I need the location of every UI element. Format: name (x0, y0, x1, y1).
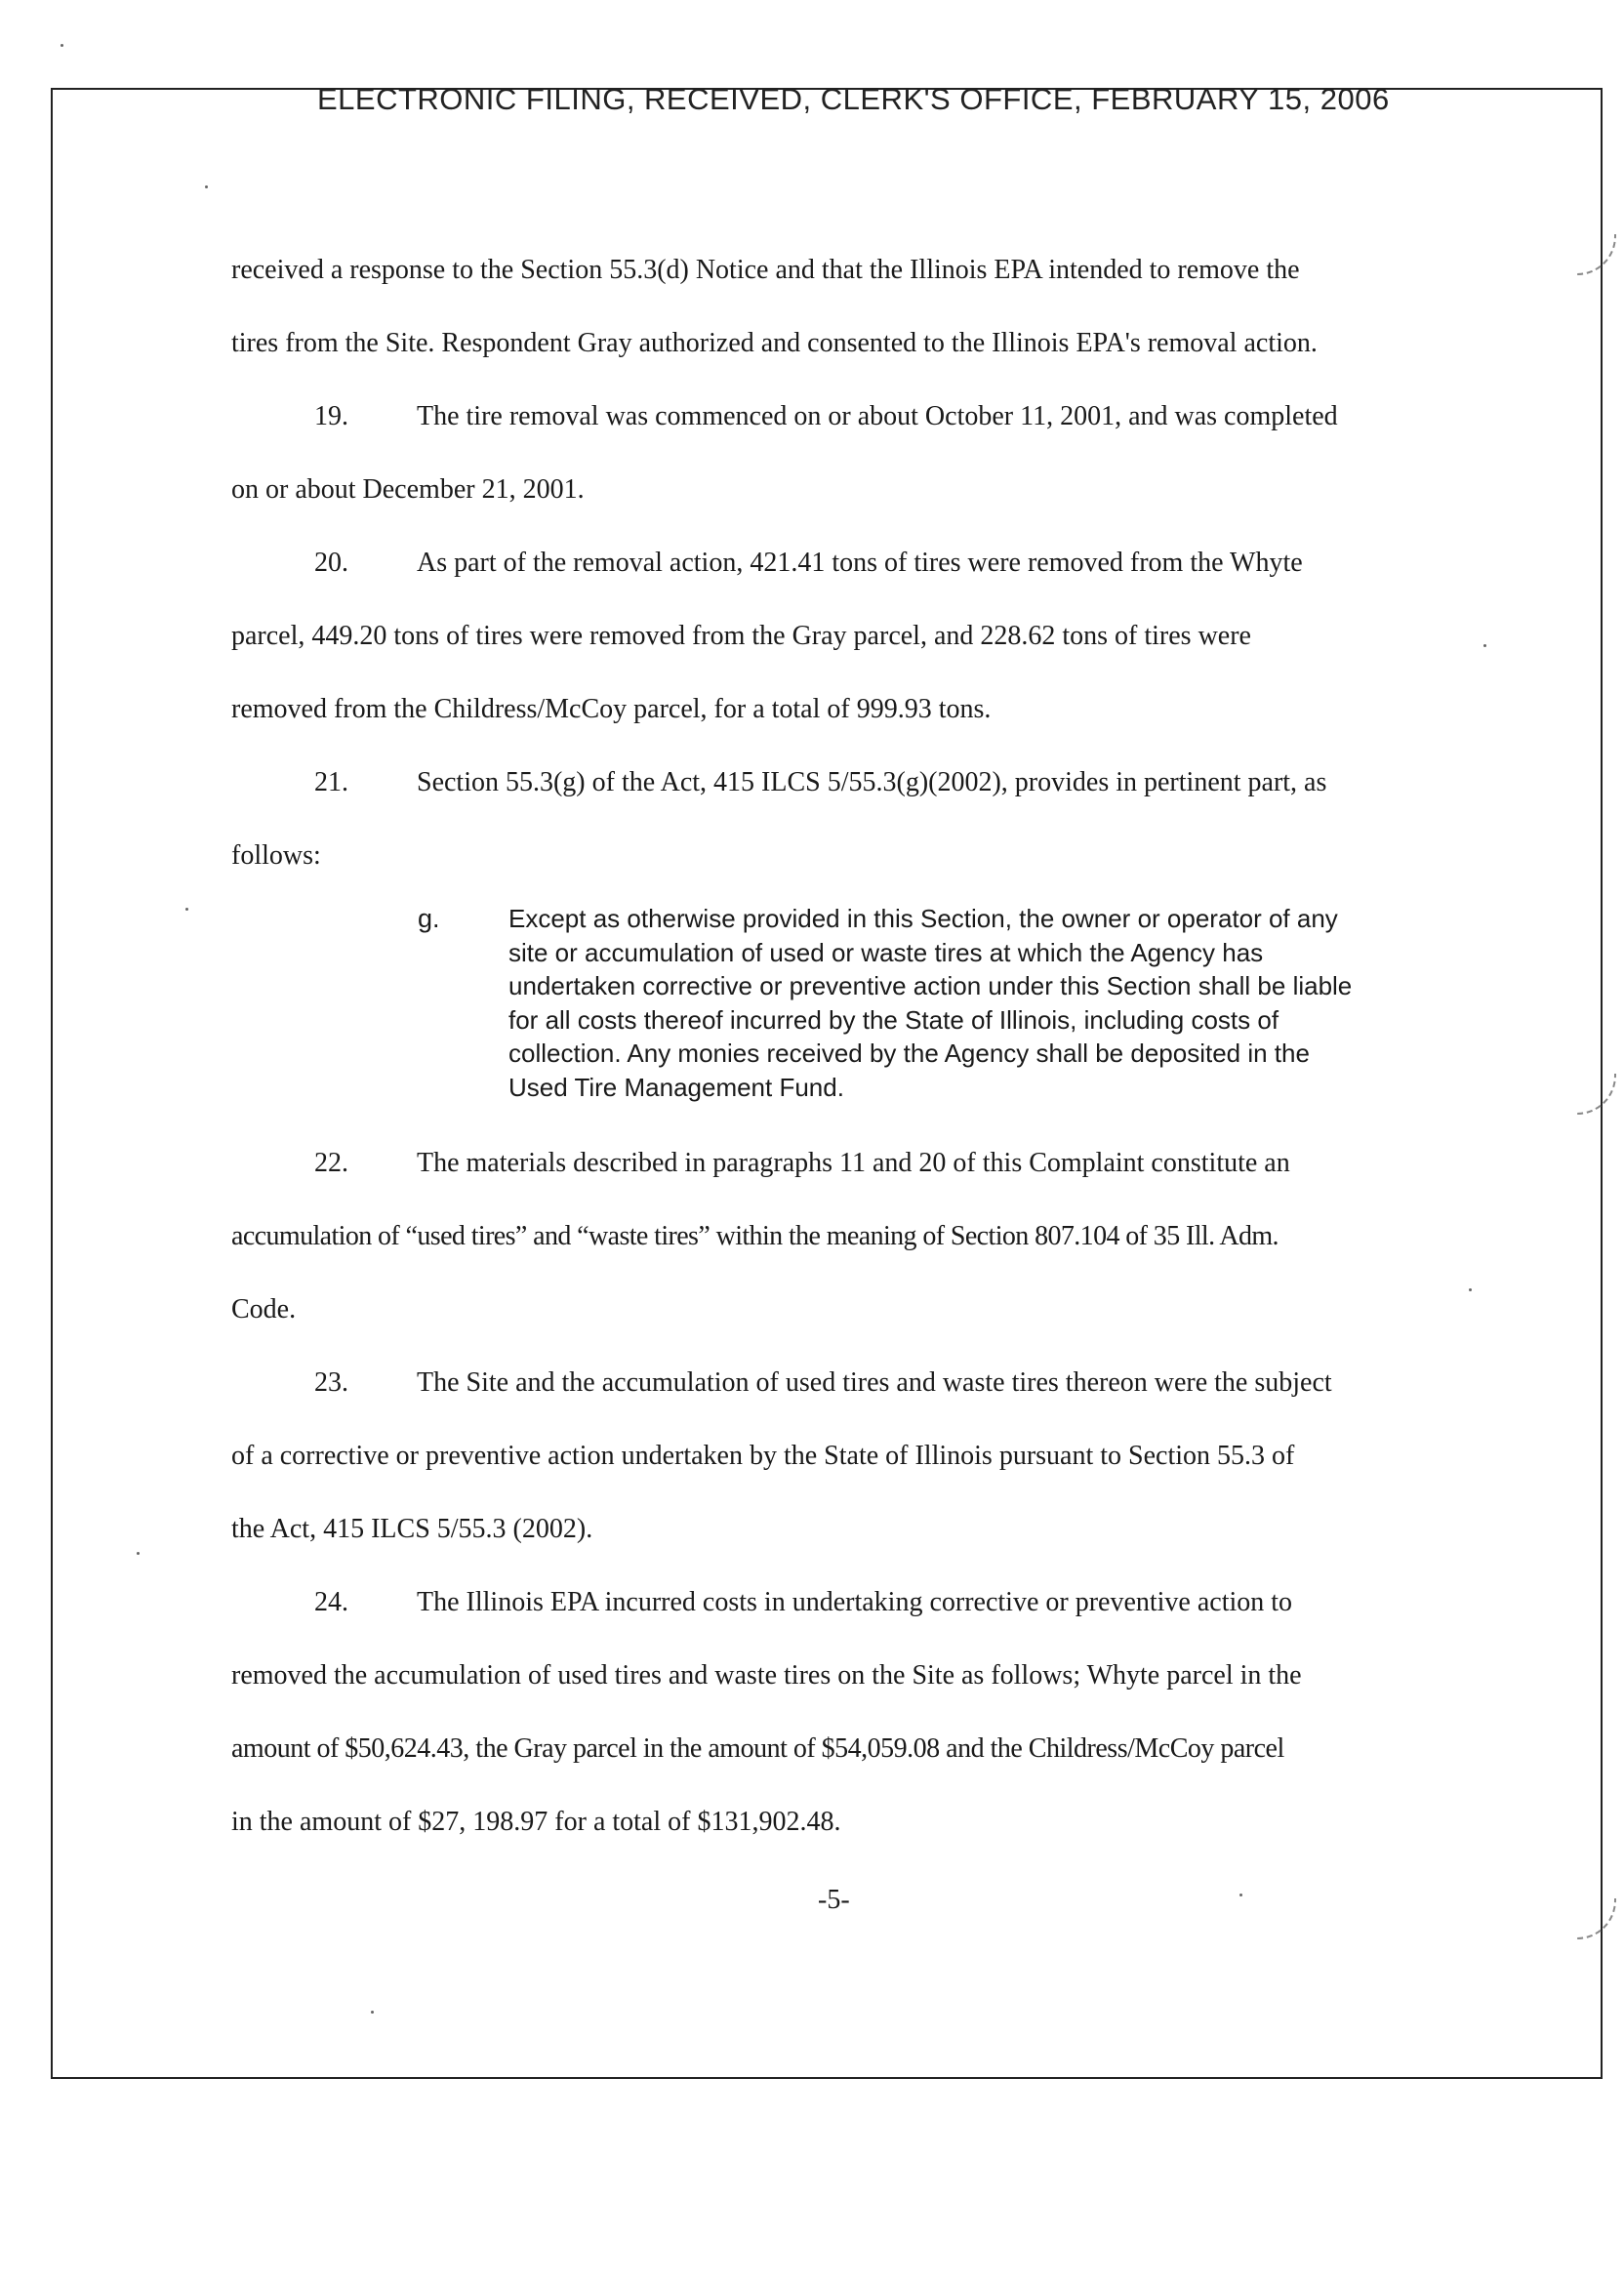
paragraph-line: accumulation of “used tires” and “waste tires” within the meaning of Section 807.104 of 35 Ill. Adm. (231, 1221, 1279, 1251)
paragraph-first-line: The materials described in paragraphs 11 and 20 of this Complaint constitute an (417, 1148, 1290, 1178)
paragraph-line: removed the accumulation of used tires and waste tires on the Site as follows; Whyte parcel in the (231, 1660, 1302, 1691)
scan-speck (185, 908, 188, 911)
scan-speck (137, 1552, 140, 1555)
scan-speck (1483, 644, 1486, 647)
paragraph-line: of a corrective or preventive action undertaken by the State of Illinois pursuant to Section 55.3 of (231, 1441, 1295, 1471)
paragraph-line: amount of $50,624.43, the Gray parcel in the amount of $54,059.08 and the Childress/McCoy parcel (231, 1733, 1284, 1764)
paragraph-line: follows: (231, 840, 321, 871)
paragraph-line: removed from the Childress/McCoy parcel, for a total of 999.93 tons. (231, 694, 992, 724)
scan-speck (205, 185, 208, 188)
paragraph-number: 24. (314, 1587, 348, 1617)
scan-speck (1239, 1894, 1242, 1896)
binding-hole-mark (1575, 1898, 1616, 1939)
paragraph-first-line: Section 55.3(g) of the Act, 415 ILCS 5/55.3(g)(2002), provides in pertinent part, as (417, 767, 1327, 797)
scan-speck (61, 44, 63, 47)
paragraph-number: 22. (314, 1148, 348, 1178)
paragraph-line: on or about December 21, 2001. (231, 474, 585, 505)
paragraph-first-line: The Site and the accumulation of used tires and waste tires thereon were the subject (417, 1367, 1332, 1398)
continuation-line: tires from the Site. Respondent Gray authorized and consented to the Illinois EPA's removal action. (231, 328, 1318, 358)
paragraph-line: parcel, 449.20 tons of tires were removed from the Gray parcel, and 228.62 tons of tires were (231, 621, 1251, 651)
binding-hole-mark (1575, 234, 1616, 275)
paragraph-number: 20. (314, 548, 348, 578)
binding-hole-mark (1575, 1074, 1616, 1115)
paragraph-line: in the amount of $27, 198.97 for a total of $131,902.48. (231, 1807, 841, 1837)
scan-speck (371, 2011, 374, 2014)
quote-line: collection. Any monies received by the Agency shall be deposited in the (508, 1039, 1310, 1068)
quote-line: Except as otherwise provided in this Section, the owner or operator of any (508, 904, 1338, 933)
paragraph-first-line: The Illinois EPA incurred costs in undertaking corrective or preventive action to (417, 1587, 1293, 1617)
paragraph-first-line: The tire removal was commenced on or about October 11, 2001, and was completed (417, 401, 1338, 431)
paragraph-number: 19. (314, 401, 348, 431)
paragraph-number: 21. (314, 767, 348, 797)
page-number: -5- (818, 1885, 850, 1915)
quote-line: Used Tire Management Fund. (508, 1072, 844, 1102)
quote-subsection-letter: g. (418, 904, 440, 933)
quote-line: for all costs thereof incurred by the State of Illinois, including costs of (508, 1004, 1279, 1035)
paragraph-line: Code. (231, 1294, 297, 1324)
filing-stamp-header: ELECTRONIC FILING, RECEIVED, CLERK'S OFFICE, FEBRUARY 15, 2006 (317, 82, 1390, 116)
paragraph-first-line: As part of the removal action, 421.41 tons of tires were removed from the Whyte (417, 548, 1303, 578)
scan-speck (1469, 1288, 1472, 1291)
continuation-line: received a response to the Section 55.3(d) Notice and that the Illinois EPA intended to remove the (231, 255, 1300, 285)
quote-line: undertaken corrective or preventive action under this Section shall be liable (508, 971, 1353, 1000)
paragraph-line: the Act, 415 ILCS 5/55.3 (2002). (231, 1514, 593, 1544)
quote-line: site or accumulation of used or waste tires at which the Agency has (508, 937, 1264, 967)
paragraph-number: 23. (314, 1367, 348, 1398)
statute-quote-block (508, 902, 1445, 1104)
